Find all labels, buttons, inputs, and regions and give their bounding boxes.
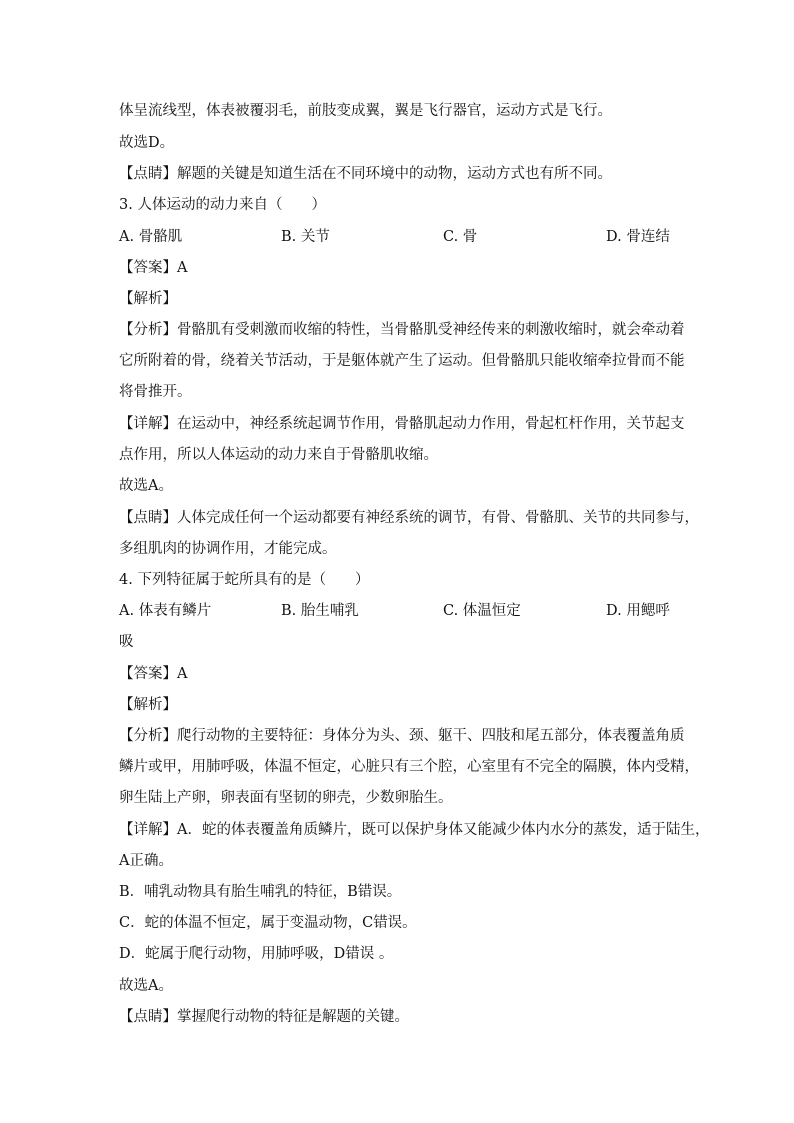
- text-line: 故选D。: [119, 135, 175, 151]
- comment-line: 多组肌肉的协调作用，才能完成。: [119, 541, 337, 557]
- answer-line: 【答案】A: [119, 666, 188, 682]
- analysis-line: 卵生陆上产卵，卵表面有坚韧的卵壳，少数卵胎生。: [119, 790, 453, 806]
- option-c: C. 体温恒定: [443, 603, 521, 619]
- analysis-heading: 【解析】: [119, 697, 177, 713]
- detail-line: A正确。: [119, 853, 173, 869]
- analysis-line: 将骨推开。: [119, 384, 192, 400]
- analysis-line: 鳞片或甲，用肺呼吸，体温不恒定，心脏只有三个腔，心室里有不完全的隔膜，体内受精，: [119, 759, 699, 775]
- analysis-heading: 【解析】: [119, 291, 177, 307]
- answer-line: 【答案】A: [119, 260, 188, 276]
- option-a: A. 体表有鳞片: [119, 603, 212, 619]
- text-line: 体呈流线型，体表被覆羽毛，前肢变成翼，翼是飞行器官，运动方式是飞行。: [119, 103, 612, 119]
- question-3-options: [119, 225, 689, 249]
- detail-line: B．哺乳动物具有胎生哺乳的特征，B错误。: [119, 884, 402, 900]
- analysis-line: 【分析】爬行动物的主要特征：身体分为头、颈、躯干、四肢和尾五部分，体表覆盖角质: [119, 728, 685, 744]
- question-3-stem: 3. 人体运动的动力来自（ ）: [119, 197, 326, 213]
- comment-line: 【点睛】解题的关键是知道生活在不同环境中的动物，运动方式也有所不同。: [119, 166, 612, 182]
- option-a: A. 骨骼肌: [119, 229, 183, 245]
- detail-line: 【详解】在运动中，神经系统起调节作用，骨骼肌起动力作用，骨起杠杆作用，关节起支: [119, 416, 685, 432]
- detail-line: D．蛇属于爬行动物，用肺呼吸，D错误 。: [119, 946, 394, 962]
- choice-line: 故选A。: [119, 478, 173, 494]
- question-4-stem: 4. 下列特征属于蛇所具有的是（ ）: [119, 572, 370, 588]
- option-d-continued: 吸: [119, 634, 134, 650]
- option-b: B. 胎生哺乳: [281, 603, 359, 619]
- question-4-options: [119, 599, 689, 623]
- detail-line: C．蛇的体温不恒定，属于变温动物，C错误。: [119, 915, 417, 931]
- detail-line: 点作用，所以人体运动的动力来自于骨骼肌收缩。: [119, 447, 438, 463]
- option-c: C. 骨: [443, 229, 478, 245]
- comment-line: 【点睛】人体完成任何一个运动都要有神经系统的调节，有骨、骨骼肌、关节的共同参与，: [119, 510, 699, 526]
- detail-line: 【详解】A．蛇的体表覆盖角质鳞片，既可以保护身体又能减少体内水分的蒸发，适于陆生，: [119, 822, 710, 838]
- analysis-line: 【分析】骨骼肌有受刺激而收缩的特性，当骨骼肌受神经传来的刺激收缩时，就会牵动着: [119, 322, 685, 338]
- choice-line: 故选A。: [119, 978, 173, 994]
- option-d: D. 骨连结: [606, 229, 670, 245]
- analysis-line: 它所附着的骨，绕着关节活动，于是躯体就产生了运动。但骨骼肌只能收缩牵拉骨而不能: [119, 353, 685, 369]
- option-d: D. 用鳃呼: [606, 603, 670, 619]
- option-b: B. 关节: [281, 229, 330, 245]
- comment-line: 【点睛】掌握爬行动物的特征是解题的关键。: [119, 1009, 409, 1025]
